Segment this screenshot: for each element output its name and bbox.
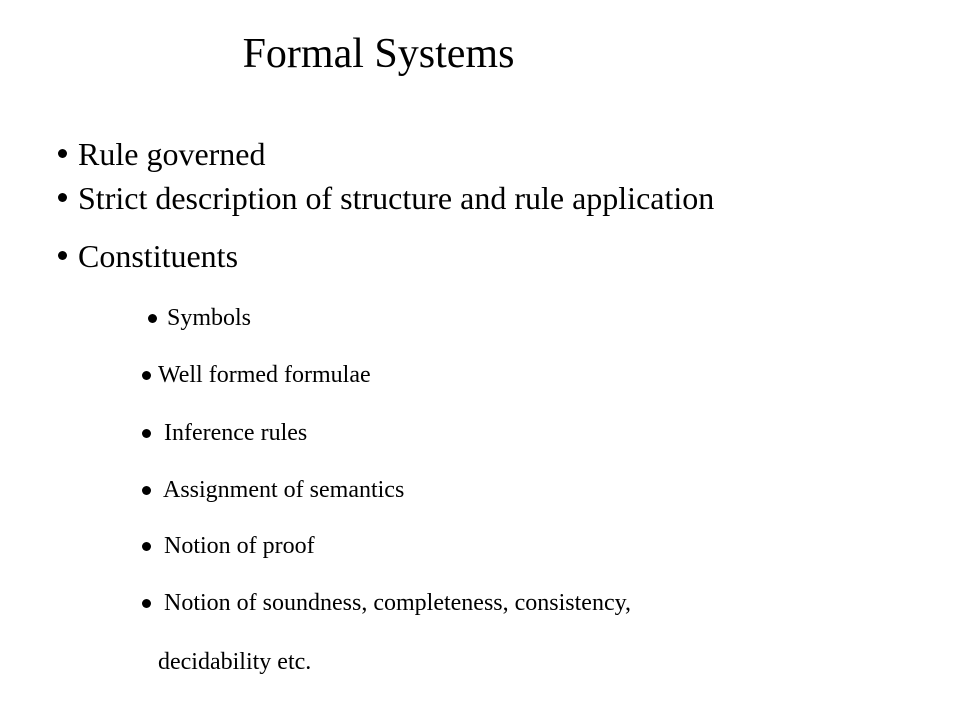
bullet-text: Strict description of structure and rule application (78, 180, 715, 216)
bullet-dot-icon (142, 429, 151, 438)
sub-bullet-text: Notion of soundness, completeness, consistency, (164, 590, 632, 616)
slide-title: Formal Systems (242, 31, 515, 77)
bullet-text: Constituents (78, 238, 239, 274)
sub-bullet-text: Inference rules (164, 420, 308, 446)
bullet-dot-icon (148, 314, 157, 323)
sub-bullet-text: Notion of proof (164, 533, 315, 559)
sub-bullet-continuation: decidability etc. (158, 649, 312, 675)
bullet-dot-icon (58, 193, 67, 202)
bullet-dot-icon (58, 251, 67, 260)
sub-bullet-text: Assignment of semantics (163, 477, 405, 503)
bullet-dot-icon (142, 599, 151, 608)
sub-bullet-text: Symbols (167, 305, 252, 331)
bullet-dot-icon (142, 371, 151, 380)
bullet-dot-icon (142, 542, 151, 551)
bullet-dot-icon (142, 486, 151, 495)
sub-bullet-text: Well formed formulae (158, 362, 371, 388)
bullet-text: Rule governed (78, 136, 266, 172)
bullet-dot-icon (58, 149, 67, 158)
